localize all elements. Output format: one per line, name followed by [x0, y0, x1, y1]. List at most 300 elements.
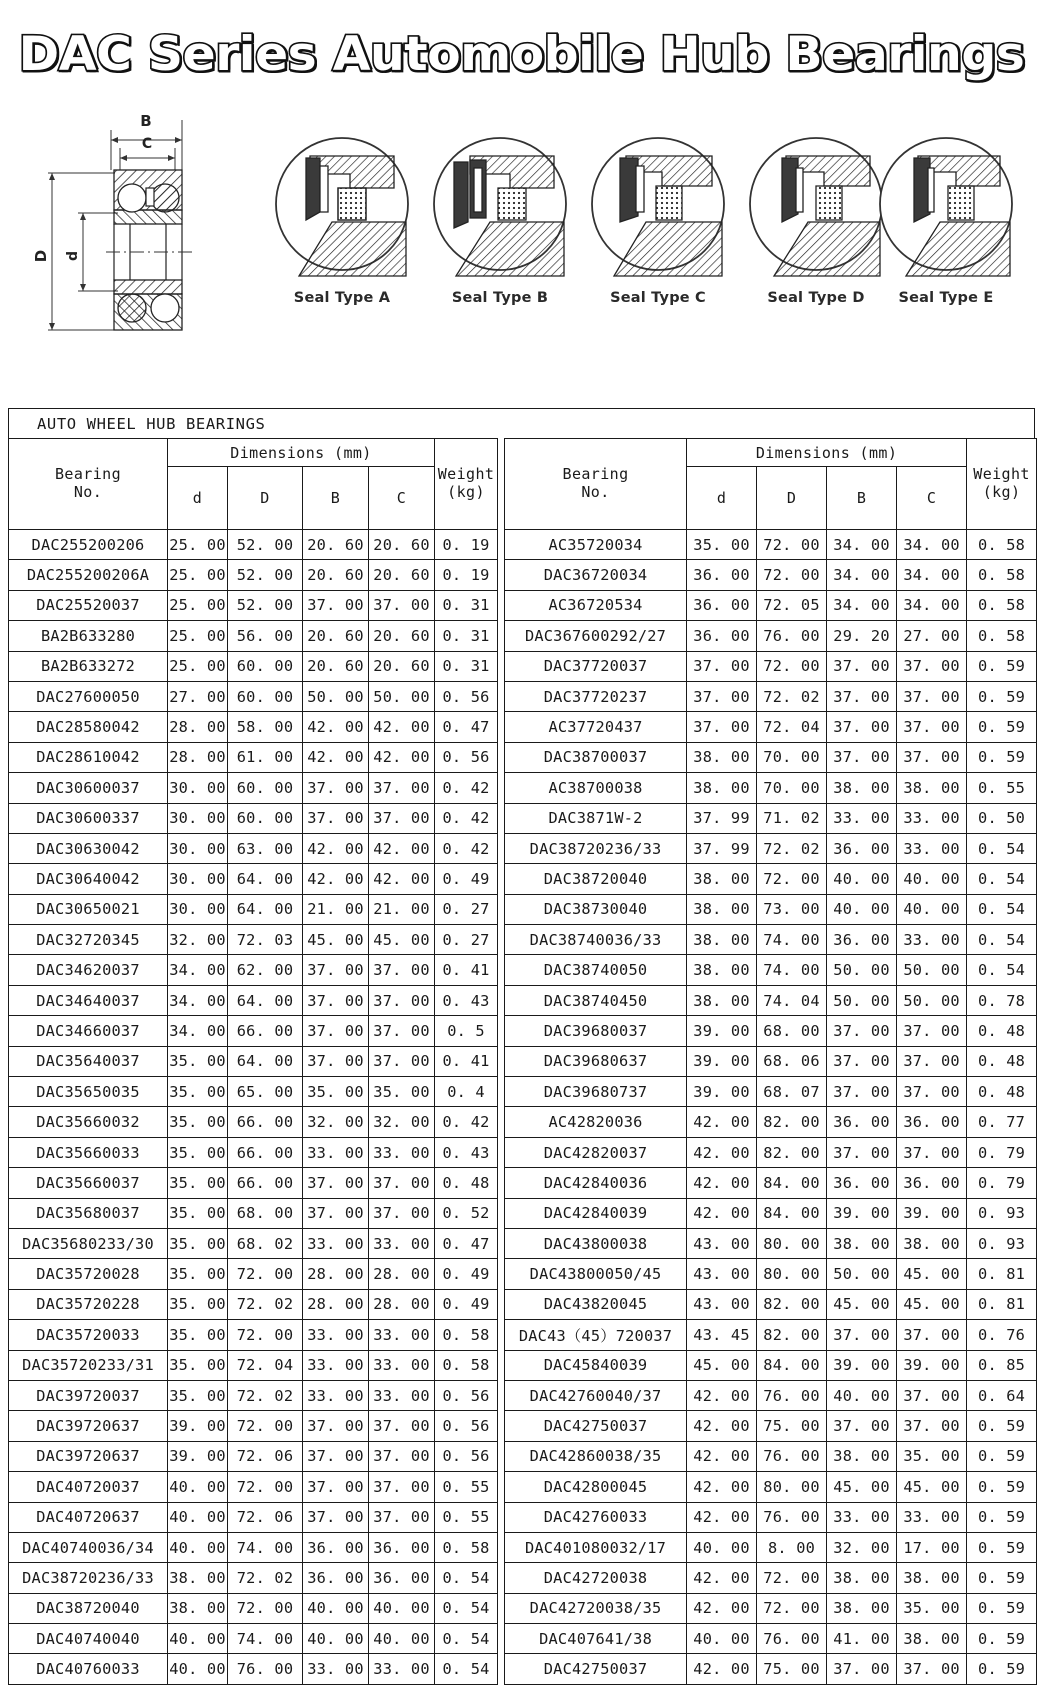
cell-dim-D: 72. 00	[757, 651, 827, 681]
cell-dim-C: 38. 00	[897, 773, 967, 803]
cell-dim-D: 60. 00	[228, 651, 303, 681]
cell-bearing-no: DAC30600337	[9, 803, 168, 833]
cell-weight: 0. 27	[435, 925, 498, 955]
cell-bearing-no: DAC38740450	[505, 985, 687, 1015]
cell-dim-d: 38. 00	[168, 1563, 228, 1593]
cell-dim-B: 33. 00	[303, 1654, 369, 1684]
cell-dim-B: 34. 00	[827, 590, 897, 620]
cell-dim-B: 21. 00	[303, 894, 369, 924]
cell-dim-B: 40. 00	[303, 1593, 369, 1623]
seal-type-e-figure	[858, 126, 1034, 326]
cell-dim-C: 27. 00	[897, 621, 967, 651]
cell-dim-B: 38. 00	[827, 1593, 897, 1623]
cell-weight: 0. 59	[967, 712, 1037, 742]
cell-dim-d: 30. 00	[168, 773, 228, 803]
cell-weight: 0. 50	[967, 803, 1037, 833]
seal-label: Seal Type D	[767, 290, 865, 306]
header-B: B	[827, 467, 897, 530]
figures-section	[0, 108, 1043, 376]
cell-dim-B: 40. 00	[827, 864, 897, 894]
cell-dim-d: 40. 00	[168, 1532, 228, 1562]
cell-dim-D: 74. 00	[757, 955, 827, 985]
header-weight-line2: (kg)	[982, 483, 1021, 501]
cell-dim-d: 39. 00	[687, 1077, 757, 1107]
cell-dim-B: 45. 00	[827, 1289, 897, 1319]
cell-dim-B: 36. 00	[303, 1563, 369, 1593]
table-row	[505, 712, 1037, 742]
cell-weight: 0. 49	[435, 864, 498, 894]
cell-weight: 0. 31	[435, 651, 498, 681]
cell-weight: 0. 59	[967, 1532, 1037, 1562]
table-row	[505, 833, 1037, 863]
table-row	[9, 1380, 498, 1410]
cell-dim-B: 37. 00	[827, 1137, 897, 1167]
cell-dim-d: 25. 00	[168, 621, 228, 651]
cell-dim-d: 30. 00	[168, 803, 228, 833]
cell-dim-B: 38. 00	[827, 1228, 897, 1258]
cell-weight: 0. 48	[967, 1077, 1037, 1107]
bearing-table-right	[504, 438, 1037, 1685]
cell-dim-d: 42. 00	[687, 1107, 757, 1137]
cell-dim-d: 37. 99	[687, 803, 757, 833]
cell-dim-D: 62. 00	[228, 955, 303, 985]
cell-dim-d: 43. 45	[687, 1320, 757, 1350]
cell-weight: 0. 43	[435, 985, 498, 1015]
table-row	[505, 894, 1037, 924]
cell-weight: 0. 58	[435, 1532, 498, 1562]
cell-dim-D: 82. 00	[757, 1320, 827, 1350]
cell-dim-D: 52. 00	[228, 530, 303, 560]
cell-bearing-no: DAC42840036	[505, 1168, 687, 1198]
table-row	[9, 1593, 498, 1623]
cell-dim-B: 37. 00	[303, 1441, 369, 1471]
cell-dim-B: 35. 00	[303, 1077, 369, 1107]
cell-dim-C: 37. 00	[897, 1411, 967, 1441]
cell-bearing-no: BA2B633272	[9, 651, 168, 681]
table-caption-box	[8, 408, 1035, 438]
cell-bearing-no: DAC42720038/35	[505, 1593, 687, 1623]
cell-dim-C: 50. 00	[369, 681, 435, 711]
table-row	[505, 1320, 1037, 1350]
header-bearing-no-line1: Bearing	[54, 465, 121, 484]
cell-dim-d: 34. 00	[168, 1016, 228, 1046]
cell-dim-B: 37. 00	[827, 651, 897, 681]
cell-dim-B: 37. 00	[303, 1502, 369, 1532]
cell-bearing-no: DAC35680233/30	[9, 1228, 168, 1258]
cell-dim-D: 72. 00	[757, 1563, 827, 1593]
table-row	[9, 1046, 498, 1076]
cell-bearing-no: DAC3871W-2	[505, 803, 687, 833]
cell-dim-D: 72. 04	[757, 712, 827, 742]
table-row	[505, 1168, 1037, 1198]
cell-dim-B: 37. 00	[303, 1411, 369, 1441]
table-row	[9, 621, 498, 651]
bearing-table-right-body	[505, 530, 1037, 1685]
cell-dim-d: 25. 00	[168, 560, 228, 590]
cell-dim-C: 50. 00	[897, 955, 967, 985]
cell-dim-C: 36. 00	[897, 1107, 967, 1137]
cell-dim-d: 43. 00	[687, 1289, 757, 1319]
cell-dim-d: 40. 00	[168, 1654, 228, 1684]
cell-weight: 0. 54	[435, 1654, 498, 1684]
cell-dim-C: 45. 00	[897, 1472, 967, 1502]
table-row	[505, 1016, 1037, 1046]
cell-weight: 0. 59	[967, 1472, 1037, 1502]
cell-dim-d: 45. 00	[687, 1350, 757, 1380]
cell-dim-C: 37. 00	[897, 651, 967, 681]
cell-weight: 0. 27	[435, 894, 498, 924]
cell-dim-d: 37. 00	[687, 651, 757, 681]
table-row	[505, 742, 1037, 772]
bearing-table-left-body	[9, 530, 498, 1685]
cell-dim-B: 37. 00	[303, 803, 369, 833]
table-row	[505, 1198, 1037, 1228]
table-row	[505, 1654, 1037, 1684]
cell-dim-D: 72. 06	[228, 1441, 303, 1471]
table-row	[505, 1411, 1037, 1441]
cell-dim-C: 50. 00	[897, 985, 967, 1015]
cell-weight: 0. 48	[967, 1016, 1037, 1046]
cell-dim-C: 42. 00	[369, 742, 435, 772]
cell-dim-D: 72. 00	[757, 864, 827, 894]
cell-dim-d: 42. 00	[687, 1380, 757, 1410]
cell-dim-B: 42. 00	[303, 742, 369, 772]
cell-dim-d: 39. 00	[687, 1016, 757, 1046]
cell-dim-C: 37. 00	[369, 1198, 435, 1228]
cell-dim-D: 56. 00	[228, 621, 303, 651]
cell-dim-d: 42. 00	[687, 1441, 757, 1471]
cell-dim-C: 33. 00	[369, 1654, 435, 1684]
cell-dim-D: 72. 00	[228, 1320, 303, 1350]
header-dimensions: Dimensions (mm)	[168, 439, 435, 467]
cell-dim-d: 38. 00	[687, 773, 757, 803]
cell-dim-C: 37. 00	[897, 1137, 967, 1167]
cell-bearing-no: DAC28580042	[9, 712, 168, 742]
cell-weight: 0. 31	[435, 590, 498, 620]
cell-bearing-no: DAC407641/38	[505, 1624, 687, 1654]
cell-dim-D: 72. 03	[228, 925, 303, 955]
dim-label-D: D	[32, 249, 50, 263]
cell-dim-d: 35. 00	[168, 1168, 228, 1198]
cell-dim-d: 28. 00	[168, 742, 228, 772]
cell-dim-C: 28. 00	[369, 1259, 435, 1289]
table-row	[9, 1077, 498, 1107]
table-row	[9, 1259, 498, 1289]
cell-dim-d: 35. 00	[168, 1077, 228, 1107]
cell-bearing-no: DAC42760033	[505, 1502, 687, 1532]
cell-dim-B: 36. 00	[303, 1532, 369, 1562]
cell-dim-B: 37. 00	[827, 742, 897, 772]
cell-dim-d: 43. 00	[687, 1259, 757, 1289]
cell-weight: 0. 49	[435, 1289, 498, 1319]
cell-bearing-no: DAC401080032/17	[505, 1532, 687, 1562]
cell-dim-C: 20. 60	[369, 530, 435, 560]
cell-bearing-no: DAC38720040	[9, 1593, 168, 1623]
cell-dim-C: 38. 00	[897, 1228, 967, 1258]
cell-dim-D: 72. 02	[228, 1563, 303, 1593]
cell-weight: 0. 4	[435, 1077, 498, 1107]
cell-weight: 0. 42	[435, 803, 498, 833]
cell-dim-d: 35. 00	[168, 1259, 228, 1289]
cell-dim-B: 28. 00	[303, 1259, 369, 1289]
cell-bearing-no: DAC38720040	[505, 864, 687, 894]
header-weight-line2: (kg)	[447, 483, 485, 501]
cell-dim-D: 64. 00	[228, 985, 303, 1015]
cell-dim-C: 34. 00	[897, 560, 967, 590]
table-row	[9, 1411, 498, 1441]
seal-type-b-figure	[412, 126, 588, 326]
header-bearing-no-line2: No.	[581, 483, 610, 501]
cell-dim-C: 36. 00	[369, 1563, 435, 1593]
seal-label: Seal Type B	[451, 290, 549, 306]
cell-dim-D: 66. 00	[228, 1168, 303, 1198]
cell-bearing-no: DAC34660037	[9, 1016, 168, 1046]
cell-dim-B: 36. 00	[827, 925, 897, 955]
cell-bearing-no: DAC45840039	[505, 1350, 687, 1380]
cell-dim-C: 37. 00	[369, 803, 435, 833]
cell-dim-d: 37. 99	[687, 833, 757, 863]
cell-dim-d: 25. 00	[168, 530, 228, 560]
cell-dim-C: 33. 00	[897, 925, 967, 955]
cell-weight: 0. 58	[967, 621, 1037, 651]
bearing-table-left	[8, 438, 498, 1685]
cell-dim-C: 33. 00	[369, 1137, 435, 1167]
cell-dim-D: 74. 00	[228, 1624, 303, 1654]
cell-bearing-no: DAC25520037	[9, 590, 168, 620]
cell-dim-C: 42. 00	[369, 833, 435, 863]
cell-dim-d: 35. 00	[168, 1228, 228, 1258]
cell-dim-B: 20. 60	[303, 530, 369, 560]
cell-dim-B: 38. 00	[827, 1563, 897, 1593]
cell-dim-D: 82. 00	[757, 1107, 827, 1137]
cell-dim-D: 60. 00	[228, 803, 303, 833]
cell-dim-D: 68. 07	[757, 1077, 827, 1107]
cell-dim-d: 37. 00	[687, 712, 757, 742]
header-D: D	[757, 467, 827, 530]
cell-bearing-no: DAC38700037	[505, 742, 687, 772]
cell-weight: 0. 54	[967, 894, 1037, 924]
cell-dim-D: 72. 00	[228, 1411, 303, 1441]
cell-dim-C: 39. 00	[897, 1350, 967, 1380]
cell-bearing-no: DAC43（45）720037	[505, 1320, 687, 1350]
cell-dim-C: 37. 00	[897, 1077, 967, 1107]
cell-dim-d: 35. 00	[168, 1046, 228, 1076]
table-row	[9, 1107, 498, 1137]
cell-dim-d: 35. 00	[168, 1137, 228, 1167]
cell-dim-D: 52. 00	[228, 560, 303, 590]
cell-weight: 0. 81	[967, 1259, 1037, 1289]
cell-bearing-no: AC35720034	[505, 530, 687, 560]
cell-dim-B: 37. 00	[303, 1472, 369, 1502]
cell-weight: 0. 55	[435, 1472, 498, 1502]
cell-dim-D: 72. 00	[228, 1472, 303, 1502]
cell-dim-d: 27. 00	[168, 681, 228, 711]
cell-dim-d: 40. 00	[687, 1624, 757, 1654]
cell-dim-C: 37. 00	[897, 712, 967, 742]
cell-dim-d: 38. 00	[687, 894, 757, 924]
cell-dim-d: 40. 00	[168, 1472, 228, 1502]
cell-bearing-no: DAC30640042	[9, 864, 168, 894]
cell-dim-C: 37. 00	[369, 1472, 435, 1502]
cell-dim-B: 33. 00	[303, 1350, 369, 1380]
cell-dim-D: 72. 04	[228, 1350, 303, 1380]
cell-bearing-no: DAC36720034	[505, 560, 687, 590]
cell-weight: 0. 48	[435, 1168, 498, 1198]
cell-bearing-no: AC37720437	[505, 712, 687, 742]
cell-bearing-no: DAC42820037	[505, 1137, 687, 1167]
cell-dim-d: 35. 00	[168, 1320, 228, 1350]
header-d: d	[168, 467, 228, 530]
cell-dim-D: 74. 00	[757, 925, 827, 955]
cell-weight: 0. 81	[967, 1289, 1037, 1319]
cell-bearing-no: DAC42840039	[505, 1198, 687, 1228]
cell-weight: 0. 42	[435, 1107, 498, 1137]
cell-dim-D: 63. 00	[228, 833, 303, 863]
cell-weight: 0. 59	[967, 651, 1037, 681]
table-row	[9, 1472, 498, 1502]
cell-dim-C: 35. 00	[897, 1593, 967, 1623]
header-dimensions: Dimensions (mm)	[687, 439, 967, 467]
cell-dim-d: 25. 00	[168, 590, 228, 620]
cell-dim-D: 72. 02	[757, 833, 827, 863]
cell-dim-D: 75. 00	[757, 1411, 827, 1441]
table-row	[9, 1168, 498, 1198]
cell-weight: 0. 54	[435, 1593, 498, 1623]
cell-dim-D: 58. 00	[228, 712, 303, 742]
cell-dim-D: 72. 06	[228, 1502, 303, 1532]
cell-bearing-no: DAC35660032	[9, 1107, 168, 1137]
cell-bearing-no: DAC35660037	[9, 1168, 168, 1198]
cell-dim-C: 33. 00	[369, 1350, 435, 1380]
cell-weight: 0. 56	[435, 742, 498, 772]
cell-dim-C: 33. 00	[369, 1380, 435, 1410]
cell-weight: 0. 56	[435, 1411, 498, 1441]
cell-dim-d: 42. 00	[687, 1593, 757, 1623]
cell-weight: 0. 55	[435, 1502, 498, 1532]
cell-bearing-no: DAC43800038	[505, 1228, 687, 1258]
header-weight	[967, 439, 1037, 530]
cell-dim-d: 38. 00	[687, 925, 757, 955]
cell-dim-D: 76. 00	[757, 1441, 827, 1471]
cell-bearing-no: DAC39720637	[9, 1411, 168, 1441]
cell-bearing-no: DAC255200206	[9, 530, 168, 560]
cell-dim-B: 33. 00	[303, 1320, 369, 1350]
cell-dim-D: 73. 00	[757, 894, 827, 924]
cell-dim-C: 37. 00	[369, 1441, 435, 1471]
cell-weight: 0. 59	[967, 1563, 1037, 1593]
cell-dim-C: 37. 00	[369, 1502, 435, 1532]
cell-dim-C: 38. 00	[897, 1563, 967, 1593]
cell-dim-D: 70. 00	[757, 773, 827, 803]
cell-dim-D: 64. 00	[228, 894, 303, 924]
cell-dim-D: 76. 00	[228, 1654, 303, 1684]
table-row	[505, 1107, 1037, 1137]
cell-dim-D: 72. 00	[757, 1593, 827, 1623]
dim-label-B: B	[140, 112, 152, 130]
cell-dim-D: 8. 00	[757, 1532, 827, 1562]
table-row	[505, 985, 1037, 1015]
cell-dim-C: 21. 00	[369, 894, 435, 924]
cell-dim-C: 40. 00	[897, 894, 967, 924]
cell-weight: 0. 59	[967, 1502, 1037, 1532]
cell-dim-B: 33. 00	[827, 1502, 897, 1532]
cell-dim-d: 40. 00	[168, 1624, 228, 1654]
cell-dim-B: 42. 00	[303, 864, 369, 894]
cell-dim-C: 37. 00	[369, 1411, 435, 1441]
cell-dim-B: 37. 00	[303, 1198, 369, 1228]
table-row	[9, 864, 498, 894]
cell-weight: 0. 59	[967, 1411, 1037, 1441]
cell-dim-d: 40. 00	[687, 1532, 757, 1562]
cell-dim-D: 74. 00	[228, 1532, 303, 1562]
cell-dim-B: 37. 00	[303, 773, 369, 803]
cell-dim-d: 35. 00	[168, 1107, 228, 1137]
cell-dim-D: 84. 00	[757, 1198, 827, 1228]
table-row	[9, 894, 498, 924]
cell-dim-C: 45. 00	[369, 925, 435, 955]
table-row	[505, 1077, 1037, 1107]
cell-dim-B: 40. 00	[303, 1624, 369, 1654]
cell-dim-C: 33. 00	[369, 1320, 435, 1350]
cell-bearing-no: DAC255200206A	[9, 560, 168, 590]
cell-bearing-no: DAC42750037	[505, 1411, 687, 1441]
cell-dim-C: 37. 00	[897, 1046, 967, 1076]
cell-dim-C: 37. 00	[369, 1016, 435, 1046]
cell-dim-d: 25. 00	[168, 651, 228, 681]
cell-bearing-no: DAC37720237	[505, 681, 687, 711]
cell-dim-B: 37. 00	[827, 712, 897, 742]
cell-dim-d: 42. 00	[687, 1563, 757, 1593]
cell-dim-B: 37. 00	[827, 681, 897, 711]
cell-dim-d: 42. 00	[687, 1168, 757, 1198]
cell-dim-D: 80. 00	[757, 1472, 827, 1502]
cell-dim-C: 37. 00	[369, 985, 435, 1015]
cell-dim-C: 33. 00	[897, 833, 967, 863]
cell-weight: 0. 47	[435, 712, 498, 742]
cell-bearing-no: DAC35720033	[9, 1320, 168, 1350]
cell-dim-d: 38. 00	[687, 864, 757, 894]
cell-dim-D: 71. 02	[757, 803, 827, 833]
cell-dim-d: 35. 00	[687, 530, 757, 560]
cell-dim-C: 33. 00	[897, 803, 967, 833]
cell-weight: 0. 41	[435, 955, 498, 985]
header-weight	[435, 439, 498, 530]
page-title: DAC Series Automobile Hub Bearings	[18, 26, 1025, 82]
cell-bearing-no: DAC27600050	[9, 681, 168, 711]
cell-dim-D: 72. 02	[228, 1289, 303, 1319]
table-row	[505, 1259, 1037, 1289]
cell-dim-B: 37. 00	[827, 1654, 897, 1684]
cell-dim-D: 64. 00	[228, 1046, 303, 1076]
cell-dim-B: 34. 00	[827, 560, 897, 590]
cell-dim-C: 42. 00	[369, 864, 435, 894]
cell-bearing-no: DAC43800050/45	[505, 1259, 687, 1289]
cell-dim-d: 42. 00	[687, 1411, 757, 1441]
cell-bearing-no: DAC40760033	[9, 1654, 168, 1684]
table-row	[505, 1441, 1037, 1471]
cell-dim-B: 20. 60	[303, 560, 369, 590]
cell-bearing-no: AC42820036	[505, 1107, 687, 1137]
cell-dim-B: 37. 00	[303, 590, 369, 620]
table-row	[505, 1350, 1037, 1380]
table-row	[9, 1532, 498, 1562]
cell-bearing-no: DAC37720037	[505, 651, 687, 681]
cell-dim-C: 32. 00	[369, 1107, 435, 1137]
cell-dim-B: 37. 00	[303, 1046, 369, 1076]
cell-weight: 0. 58	[967, 560, 1037, 590]
cell-bearing-no: DAC35660033	[9, 1137, 168, 1167]
table-row	[9, 651, 498, 681]
